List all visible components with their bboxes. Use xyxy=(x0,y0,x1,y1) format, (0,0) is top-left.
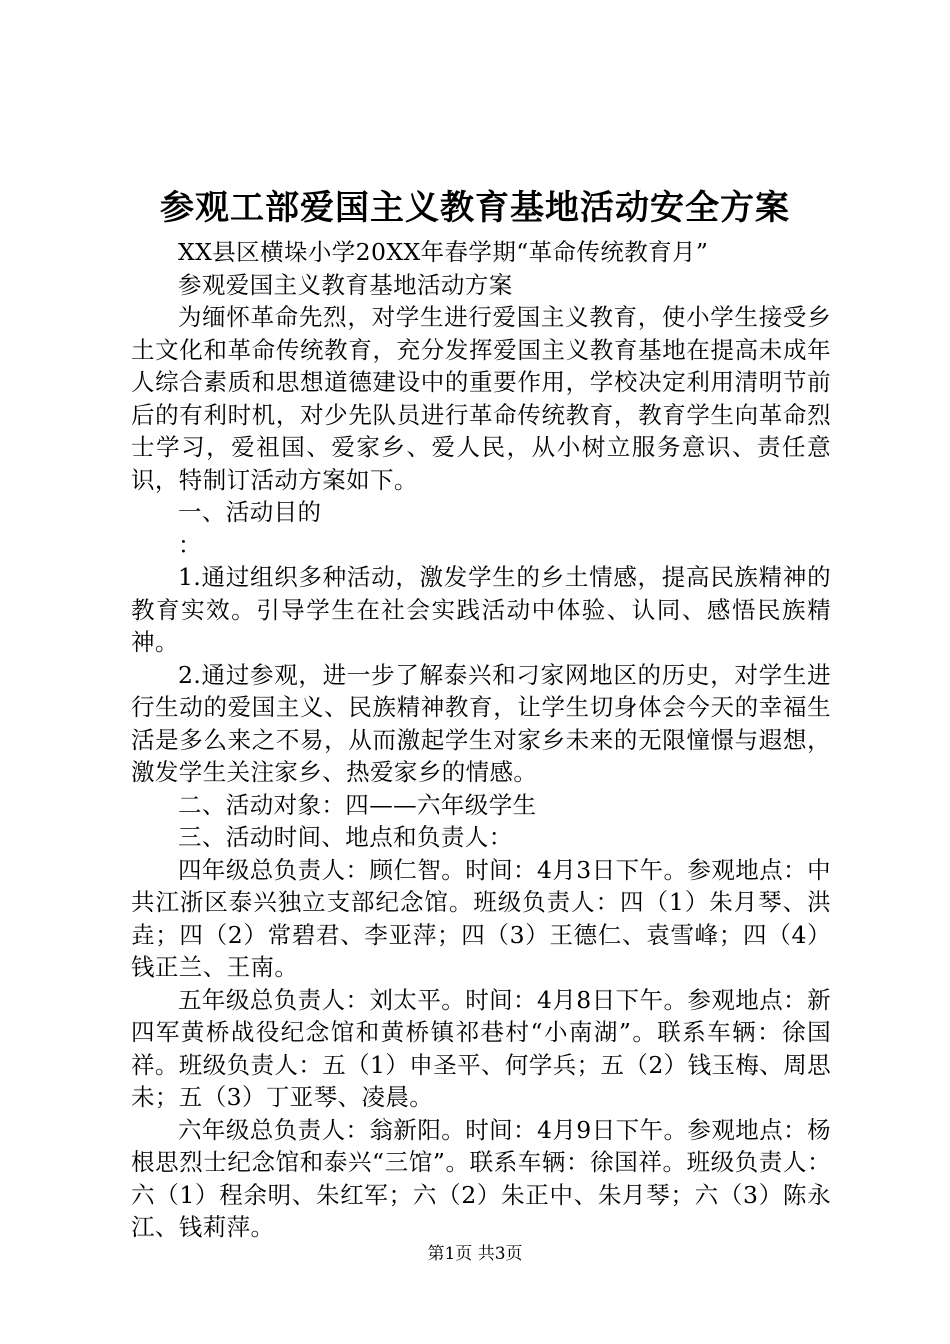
grade-6-paragraph: 六年级总负责人：翁新阳。时间：4月9日下午。参观地点：杨根思烈士纪念馆和泰兴“三馆”。联系车辆：徐国祥。班级负责人：六（1）程余明、朱红军；六（2）朱正中、朱月琴；六（3）陈永江、钱莉萍。 xyxy=(131,1115,831,1241)
subtitle-line-2: 参观爱国主义教育基地活动方案 xyxy=(178,270,513,299)
intro-paragraph: 为缅怀革命先烈，对学生进行爱国主义教育，使小学生接受乡土文化和革命传统教育，充分发挥爱国主义教育基地在提高未成年人综合素质和思想道德建设中的重要作用，学校决定利用清明节前后的有利时机，对少先队员进行革命传统教育，教育学生向革命烈士学习，爱祖国、爱家乡、爱人民，从小树立服务意识、责任意识，特制订活动方案如下。 xyxy=(131,303,831,494)
section-heading-schedule: 三、活动时间、地点和负责人： xyxy=(178,823,513,851)
subtitle-line-1: XX县区横垛小学20XX年春学期“革命传统教育月” xyxy=(178,238,709,266)
document-title: 参观工部爱国主义教育基地活动安全方案 xyxy=(160,188,790,228)
grade-5-paragraph: 五年级总负责人：刘太平。时间：4月8日下午。参观地点：新四军黄桥战役纪念馆和黄桥镇祁巷村“小南湖”。联系车辆：徐国祥。班级负责人：五（1）申圣平、何学兵；五（2）钱玉梅、周思未；五（3）丁亚琴、凌晨。 xyxy=(131,985,831,1111)
page-footer: 第1页 共3页 xyxy=(427,1244,523,1264)
section-heading-audience: 二、活动对象：四——六年级学生 xyxy=(178,790,537,819)
document-body xyxy=(131,236,831,1244)
purpose-item-2: 2.通过参观，进一步了解泰兴和刁家网地区的历史，对学生进行生动的爱国主义、民族精神教育，让学生切身体会今天的幸福生活是多么来之不易，从而激起学生对家乡未来的无限憧憬与遐想，激发学生关注家乡、热爱家乡的情感。 xyxy=(131,660,831,786)
section-heading-purpose: 一、活动目的 xyxy=(178,498,322,526)
colon-line: ： xyxy=(178,530,202,559)
grade-4-paragraph: 四年级总负责人：顾仁智。时间：4月3日下午。参观地点：中共江浙区泰兴独立支部纪念馆。班级负责人：四（1）朱月琴、洪垚；四（2）常碧君、李亚萍；四（3）王德仁、袁雪峰；四（4）钱正兰、王南。 xyxy=(131,855,831,981)
purpose-item-1: 1.通过组织多种活动，激发学生的乡土情感，提高民族精神的教育实效。引导学生在社会实践活动中体验、认同、感悟民族精神。 xyxy=(131,563,831,656)
